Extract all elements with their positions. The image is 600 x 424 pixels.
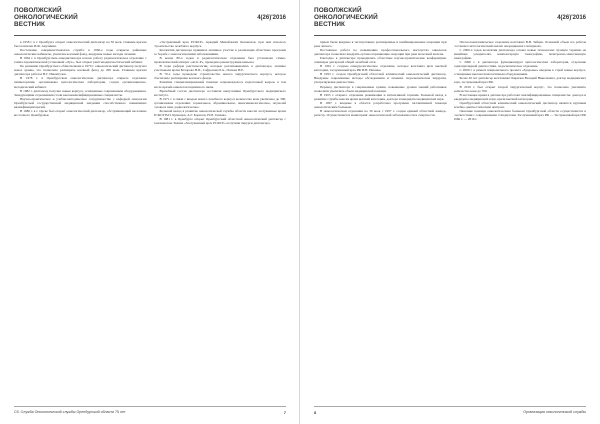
paragraph: С 2009 г. в рамках национального проекта «Здоровье» введены в строй новые корпуса, оснащенные высокотехнологичным оборудованием.: [453, 68, 586, 77]
paragraph: прием были введены в эксплуатацию расширенные и комбинированные операции при раке легкого.: [314, 40, 447, 49]
paragraph: В 1978 г. в Оренбургском онкологическом диспансере открыто отделение химиотерапии, организована цитологическая лаборатория, создан организационно-методический кабинет.: [14, 76, 147, 89]
paragraph: В 1982 г. диспансер получил новые корпуса, оснащенные современным оборудованием. Заведующими отделениями стали высококвалифицированные специалисты.: [14, 88, 147, 97]
paragraph: В годы реформ рентгенологии, которые реализовывались в диспансере, активно участвовали врачи Бочарова Н.П., Сафронова Р.А., Попова Н.Е.: [153, 64, 286, 73]
paragraph: Оренбургский областной клинический онкологический диспансер является крупным лечебно-диагностическим центром.: [453, 100, 586, 109]
paragraph: По решению Оренбургского облисполкома в 1970 г. онкологический диспансер получил новое здание, что позволило расширить коечный фонд до 200 коек. Главным врачом диспансера работал В.Г. Ишемгулов.: [14, 64, 147, 77]
paragraph: Ежегодно в диспансере проводились областные научно-практические конференции, семинары для врачей общей лечебной сети.: [314, 56, 447, 65]
journal-title-line: ВЕСТНИК: [14, 21, 46, 28]
journal-title: [314, 7, 586, 28]
page-footer: [314, 406, 586, 416]
text-columns: [14, 40, 286, 402]
paragraph: В 1981 г. в Оренбурге открыт Оренбургский областной онкологический диспансер с пансионатом. Звание «Заслуженный врач РСФСР» получили хирурги диспансера.: [153, 116, 286, 125]
paragraph: Оказание помощи онкологическим больным Оренбургской области осуществляется в соответствии с современными стандартами. Заслуженный врач РФ — Заслуженный врач РФ 1966 г. — 2016 г.: [453, 108, 586, 121]
header-rule: [14, 35, 286, 36]
paragraph: Перевод диспансера в современные здания, повышение уровня знаний работников позволили увеличить объем медицинской помощи.: [314, 84, 447, 93]
footer-text: Организация онкологической службы: [523, 410, 586, 414]
text-column: [14, 40, 147, 402]
paragraph: Развитие специализированной помощи сопровождалось подготовкой кадров, в том числе врачей-онкологов первичного звена.: [153, 80, 286, 89]
text-column: [454, 40, 587, 402]
journal-title-line: ОНКОЛОГИЧЕСКИЙ: [14, 14, 78, 21]
paragraph: Постоянное работа по повышению профессионального мастерства онкологов диспансера позволило внедрить органосохраняющие операции при раке молочной железы.: [314, 48, 447, 57]
paragraph: Коллектив диспансера принимал активное участие в реализации областных программ по борьбе с онкологическими заболеваниями.: [153, 48, 286, 57]
issue-number: 4(26)'2016: [557, 15, 586, 21]
paragraph: В 2010 г. был открыт второй хирургический корпус, что позволило увеличить количество коек до 700.: [453, 84, 586, 93]
footer-text: Сб. Служба Онкологической службы Оренбургской области 75 лет: [14, 410, 126, 414]
page-footer: [14, 406, 286, 416]
paragraph: Патологоанатомическое отделение возглавил В.В. Зайцев. Основной объем его работы составлял гистологический анализ операционного материала.: [453, 40, 586, 49]
paragraph: В 1986 г. в г. Орске был открыт онкологический диспансер, обслуживающий население восточного Оренбуржья.: [14, 108, 147, 117]
right-page: [300, 0, 600, 424]
left-page-header: [14, 7, 286, 35]
journal-title-line: ОНКОЛОГИЧЕСКИЙ: [314, 14, 378, 21]
text-columns: [314, 40, 586, 402]
journal-title-line: ВЕСТНИК: [314, 21, 346, 28]
paragraph: Постепенно совершенствовалась служба: в 1960-е годы открыты районные онкологические кабинеты, увеличен коечный фонд, внедрены новые методы лечения.: [14, 48, 147, 57]
text-column: [154, 40, 287, 402]
paragraph: В 1971 г. в связи с вводом нового лечебного корпуса количество коек увеличено до 300, организованы отделения: торакальное, абдоминальное, онкогинекологическое, опухолей головы и шеи, радиологическое.: [153, 96, 286, 109]
page-number: 7: [283, 410, 286, 415]
paragraph: Более 20 лет диспансер возглавляет Кирилов Валерий Николаевич, доктор медицинских наук, заслуженный врач РФ.: [453, 76, 586, 85]
issue-number: 4(26)'2016: [257, 15, 286, 21]
right-page-header: [314, 7, 586, 35]
header-rule: [314, 35, 586, 36]
paragraph: В 1997 г. впервые в области разработана программа паллиативной помощи онкологическим больным.: [314, 100, 447, 109]
paragraph: «Заслуженный врач РСФСР» Аркадий Михайлович Коновалов, при нем началось строительство лечебного корпуса.: [153, 40, 286, 49]
paragraph: Большой вклад в развитие онкологической службы области внесли заслуженные врачи РСФСР В.П. Кузнецов, А.Г. Борисов, Н.И. Ганеева.: [153, 108, 286, 117]
paragraph: В 1964 г. в Оренбургском онкодиспансере начало работу радиологическое отделение с гамма-терапевтической установкой «Луч», был открыт рентгенодиагностический кабинет.: [14, 56, 147, 65]
paragraph: В 70-е годы проведено строительство нового хирургического корпуса, которое обеспечило расширение коечного фонда.: [153, 72, 286, 81]
paragraph: В онкологическом отделении на 30 коек с 1997 г. создан единый областной канцер-регистр. Осуществляется мониторинг онкологической заболеваемости и смертности.: [314, 108, 447, 117]
page-number: 8: [314, 410, 317, 415]
paragraph: В конце 80-х годов в радиологическом отделении был установлен гамма-терапевтический аппарат «Агат-Р», проведена реконструкция каньона.: [153, 56, 286, 65]
journal-title: [14, 7, 286, 28]
paragraph: С 2000-х годов коллектив диспансера освоил новые технологии: лучевую терапию на линейных ускорителях, компьютерную томографию, позитронно-эмиссионную томографию.: [453, 48, 586, 61]
paragraph: В настоящее время в диспансере работают квалифицированные специалисты: доктора и кандидаты медицинских наук, врачи высшей категории.: [453, 92, 586, 101]
paragraph: С 2006 г. в диспансере функционирует цитологическая лаборатория, отделение радионуклидной диагностики, эндоскопическое отделение.: [453, 60, 586, 69]
paragraph: в 1958 г. в г. Оренбурге открыт онкологический диспансер на 30 коек, главным врачом был назначен И.Ф. Акулинин.: [14, 40, 147, 49]
journal-title-line: ПОВОЛЖСКИЙ: [314, 7, 362, 14]
paragraph: В 1991 г. создано онкоурологическое отделение, которое возглавил врач высшей категории, заслуженный врач РФ В.Н. Пшенко.: [314, 64, 447, 73]
paragraph: Научно-практическое и учебно-методическое сотрудничество с кафедрой онкологии Оренбургской государственной медицинской академии способствовало повышению квалификации врачей.: [14, 96, 147, 109]
paragraph: В 1993 г. создан Оренбургский областной клинический онкологический диспансер. Внедрены современные методы обследования и лечения: эндоскопическая хирургия, ультразвуковая диагностика.: [314, 72, 447, 85]
paragraph: В 1995 г. открыто отделение реанимации и интенсивной терапии. Большой вклад в развитие службы внесли врачи высшей категории, доктора и кандидаты медицинских наук.: [314, 92, 447, 101]
paragraph: Врачебный состав диспансера составили выпускники Оренбургского медицинского института.: [153, 88, 286, 97]
journal-title-line: ПОВОЛЖСКИЙ: [14, 7, 62, 14]
text-column: [314, 40, 447, 402]
